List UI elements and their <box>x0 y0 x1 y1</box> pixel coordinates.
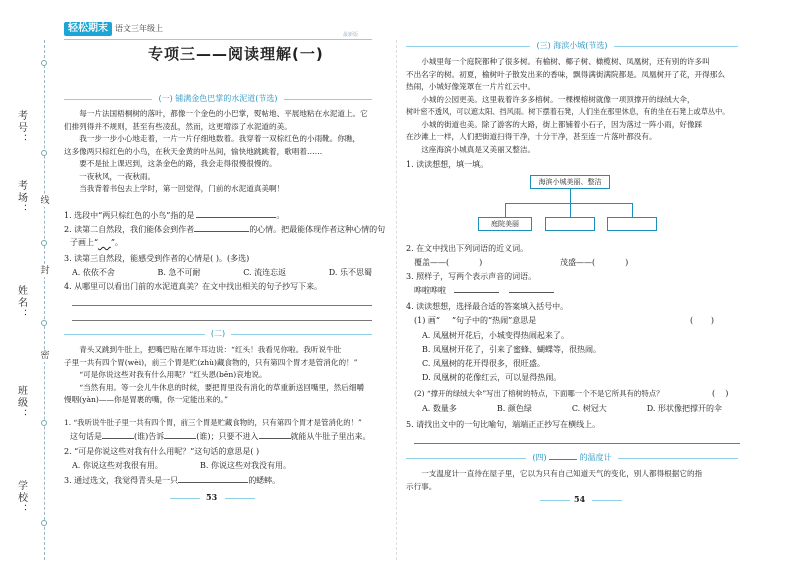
name-field[interactable]: 姓名： <box>15 285 27 321</box>
section2-heading: (二) <box>64 328 372 340</box>
option-c[interactable]: C. 流连忘返 <box>243 268 287 277</box>
answer-paren[interactable]: ( ) <box>690 316 715 325</box>
question-3-options <box>72 268 372 279</box>
s2-question-3: 3. 通过选文，我觉得青头是一只 的蟋蟀。 <box>64 476 281 485</box>
s3-q4-2-options <box>422 404 722 415</box>
s2-question-1-blanks: 这句话是 (谁)告诉 (谁)；只要不进入 就能从牛肚子里出来。 <box>70 432 371 441</box>
section4-heading: (四) 的温度计 <box>406 452 738 464</box>
brand-name: 轻松期末 <box>64 22 112 36</box>
s3-question-1: 1. 读读想想，填一填。 <box>406 160 489 169</box>
diagram-connector <box>570 203 571 217</box>
s3-q4-1-option-a[interactable]: A. 凤凰树开花后，小城变得热闹起来了。 <box>422 331 569 340</box>
section3-passage: 小城里每一个庭院都种了很多树。有榆树、椰子树、橄榄树、凤凰树，还有别的许多叫 不出名字的树。初夏，榆树叶子散发出来的香味，飘得满街满院都是。凤凰树开了花，开得那么 热闹，小城好像笼罩在一片片红云中。 小城的公园更美。这里栽着许多多榕树。一棵棵榕树就像一项顶撑开的绿绒大伞， 树叶密不透风，可以遮太阳、挡风雨。树下摆着石凳，人们坐在那里休息，有的坐在石凳上或草丛中。 小城的街道也美。除了游客的大路，街上都铺着小石子，因为落过一阵小雨，好像踩 在沙滩上一样，人们把街道扫得干净，十分干净，甚至连一片落叶都没有。 这座海滨小城真是又美丽又整洁。 <box>406 57 730 154</box>
s3-question-4: 4. 读读想想，选择最合适的答案填入括号中。 <box>406 302 569 311</box>
punch-hole <box>41 520 47 526</box>
section1-passage: 每一片法国梧桐树的落叶，都像一个金色的小巴掌，熨帖地、平展地粘在水泥道上。它 们排列得并不规则，甚至有些凌乱，然而，这更增添了水泥道的美。 我一步一步小心地走着，一片一片仔细地数着。我穿着一双棕红色的小雨靴。你瞧， 这多像两只棕红色的小鸟，在秋天金黄的叶丛间，愉快地跳跳着，歌唱着…… 要不是扯上课迟到，这条金色的路，我会走得很慢很慢的。 一夜秋风，一夜秋雨。 当我背着书包去上学时，第一回觉得，门前的水泥道真美啊！ <box>64 109 368 193</box>
page-divider <box>396 40 397 560</box>
option-a[interactable]: A. 数量多 <box>422 404 457 413</box>
section2-passage: 青头又跳到牛肚上，把嘴巴贴在犀牛耳边说：“红头！我看见你啦。我听说牛肚 子里一共有四个胃(wèi)，前三个胃是贮(zhù)藏食物的，只有第四个胃才是管消化的！” “可是你说这些对我有什么用呢？”红头恩(bēn)哀地说。 “当然有用。等一会儿牛休息的时候，要把胃里没有消化的草重新送回嘴里，然后细嚼 慢咽(yàn)——你是胃裹的嘴，你一定能出来的。” <box>64 345 365 404</box>
section1-heading: (一) 铺满金色巴掌的水泥道(节选) <box>64 93 372 105</box>
title-blank[interactable] <box>549 459 577 460</box>
punch-hole <box>41 420 47 426</box>
exam-room-field[interactable]: 考场： <box>15 180 27 216</box>
question-2-cont: 子画上“ ”。 <box>70 238 123 247</box>
s3-question-4-2: (2) “撑开的绿绒大伞”写出了榕树的特点，下面哪一个不是它所具有的特点？ <box>414 389 664 398</box>
school-field[interactable]: 学校： <box>15 480 27 516</box>
s3-q4-1-option-d[interactable]: D. 凤凰树的花像红云，可以显得热闹。 <box>422 373 562 382</box>
exam-number-field[interactable]: 考号： <box>15 110 27 146</box>
answer-line[interactable] <box>72 320 372 321</box>
page-number-deco <box>225 498 255 504</box>
option-d[interactable]: D. 形状像把撑开的伞 <box>646 404 722 413</box>
question-1: 1. 选段中“两只棕红色的小鸟”指的是 。 <box>64 211 285 220</box>
question-4: 4. 从哪里可以看出门前的水泥道真美？在文中找出相关的句子抄写下来。 <box>64 282 323 291</box>
section3-heading: (三) 海滨小城(节选) <box>406 40 738 52</box>
page-number-left: 53 <box>206 492 218 502</box>
page-number-deco <box>540 500 570 506</box>
s3-question-2-a: 覆盖——( ) <box>414 258 483 267</box>
s3-q4-1-option-b[interactable]: B. 凤凰树开花了，引来了蜜蜂、蝴蝶等，很热闹。 <box>422 345 601 354</box>
section4-passage: 一支温度计一直待在屋子里，它以为只有自己知道天气的变化，别人都得根据它的指 示行事。 <box>406 469 703 491</box>
answer-blank[interactable] <box>509 292 554 293</box>
option-d[interactable]: D. 乐不思蜀 <box>328 268 372 277</box>
answer-blank[interactable] <box>194 231 249 232</box>
answer-line[interactable] <box>414 443 740 444</box>
option-a[interactable]: A. 依依不舍 <box>72 268 115 277</box>
answer-paren[interactable]: ( ) <box>712 389 729 398</box>
edition-mark: 最新版 <box>343 32 359 38</box>
diagram-connector <box>505 203 633 204</box>
question-3: 3. 读第三自然段，能感受到作者的心情是( )。(多选) <box>64 254 250 263</box>
answer-blank[interactable] <box>259 438 291 439</box>
question-2: 2. 读第二自然段，我们能体会到作者 的心情。把最能体现作者这种心情的句 <box>64 225 386 234</box>
diagram-connector <box>632 203 633 217</box>
diagram-box-right[interactable] <box>607 217 657 231</box>
s2-option-a[interactable]: A. 你说这些对我很有用。 <box>72 461 163 470</box>
answer-blank[interactable] <box>196 217 276 218</box>
cut-char: 线 <box>40 196 50 206</box>
page-number-right: 54 <box>574 494 586 504</box>
diagram-box-middle[interactable] <box>545 217 595 231</box>
class-field[interactable]: 班级： <box>15 385 27 421</box>
diagram-top-box: 海滨小城美丽、整洁 <box>530 175 610 189</box>
diagram-box-left: 庭院美丽 <box>478 217 532 231</box>
answer-blank[interactable] <box>454 292 499 293</box>
answer-line[interactable] <box>72 305 372 306</box>
cut-char: 密 <box>40 351 50 361</box>
page-number-deco <box>592 500 622 506</box>
s3-question-3-example: 哗啦哗啦 <box>414 286 554 297</box>
s2-question-2: 2. “可是你说这些对我有什么用呢？”这句话的意思是( ) <box>64 447 260 456</box>
s3-q4-1-option-c[interactable]: C. 凤凰树的花开得很多，很旺盛。 <box>422 359 545 368</box>
option-b[interactable]: B. 颜色绿 <box>496 404 532 413</box>
s3-question-2: 2. 在文中找出下列词语的近义词。 <box>406 244 529 253</box>
option-c[interactable]: C. 树冠大 <box>571 404 607 413</box>
page-number-deco <box>170 498 200 504</box>
header-rule <box>64 39 372 40</box>
answer-blank[interactable] <box>102 438 134 439</box>
punch-hole <box>41 150 47 156</box>
s3-question-4-1: (1) 画“ ”句子中的“热闹”意思是 <box>414 316 537 325</box>
s3-question-5: 5. 请找出文中的一句比喻句，端端正正抄写在横线上。 <box>406 420 601 429</box>
punch-hole <box>41 320 47 326</box>
s2-question-1: 1. “我听说牛肚子里一共有四个胃，前三个胃是贮藏食物的，只有第四个胃才是管消化的！” <box>64 418 362 427</box>
punch-hole <box>41 60 47 66</box>
binding-margin <box>0 0 60 585</box>
punch-hole <box>41 240 47 246</box>
answer-blank[interactable] <box>178 482 248 483</box>
cut-line <box>44 40 45 560</box>
s3-question-3: 3. 照样子，写两个表示声音的词语。 <box>406 272 537 281</box>
diagram-connector <box>570 189 571 203</box>
answer-blank[interactable] <box>164 438 196 439</box>
page-title: 专项三——阅读理解(一) <box>148 45 324 63</box>
option-b[interactable]: B. 急不可耐 <box>157 268 201 277</box>
s2-option-b[interactable]: B. 你说这些对我没有用。 <box>200 461 291 470</box>
brand-logo <box>64 22 163 36</box>
s3-question-2-b: 茂盛——( ) <box>560 258 629 267</box>
cut-char: 封 <box>40 266 50 276</box>
book-subtitle: 语文三年级上 <box>115 23 163 33</box>
diagram-connector <box>505 203 506 217</box>
